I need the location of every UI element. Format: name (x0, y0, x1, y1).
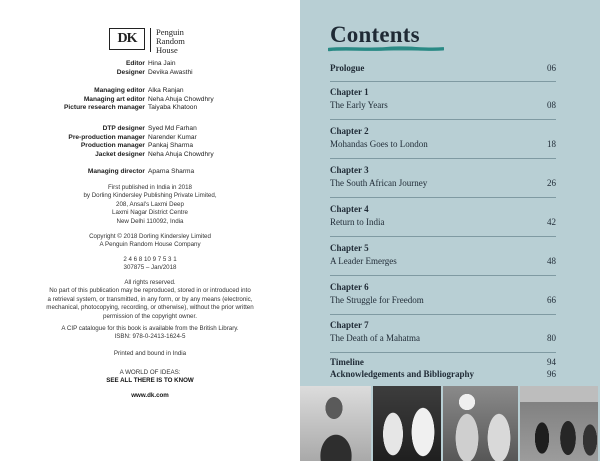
credit-row: Managing art editor Neha Ahuja Chowdhry (83, 95, 214, 103)
rights-notice: All rights reserved. No part of this publication may be reproduced, stored in or introduced into a retrieval system, or transmitted, in any form, or by any means (electronic, mechanical, photocopying, recording, or otherwise), without the prior written permission of the copyright owner. (46, 279, 254, 320)
logo-divider (150, 28, 151, 52)
website-link[interactable]: www.dk.com (131, 392, 169, 399)
dk-tagline: A WORLD OF IDEAS: SEE ALL THERE IS TO KNOW (106, 369, 194, 385)
toc-chapter-label: Chapter 4 (330, 204, 369, 214)
credit-row: DTP designer Syed Md Farhan (102, 125, 197, 132)
toc-page-number: 18 (547, 139, 556, 149)
credits-management (0, 87, 300, 113)
catalogue-info: A CIP catalogue for this book is available from the British Library. ISBN: 978-0-2413-1624-5 (61, 325, 239, 341)
toc-page-number: 94 (547, 357, 556, 367)
credit-row: Managing director Aparna Sharma (87, 168, 195, 175)
toc-divider (330, 236, 556, 237)
publication-info: First published in India in 2018 by Dorling Kindersley Publishing Private Limited, 208, Ansal's Laxmi Deep Laxmi Nagar District Centre New Delhi 110092, India (83, 184, 217, 225)
copyright-notice: Copyright © 2018 Dorling Kindersley Limited A Penguin Random House Company (89, 233, 211, 249)
attorney-office-photo (520, 386, 598, 461)
toc-entry-title: A Leader Emerges (330, 256, 397, 266)
toc-page-number: 66 (547, 295, 556, 305)
contents-title: Contents (330, 22, 420, 47)
toc-divider (330, 119, 556, 120)
boy-in-cap-photo (300, 386, 371, 461)
printed-info: Printed and bound in India (113, 350, 187, 357)
toc-entry-title: The South African Journey (330, 178, 428, 188)
toc-chapter-label: Chapter 6 (330, 282, 369, 292)
credit-row: Picture research manager Taiyaba Khatoon (64, 104, 198, 112)
print-codes: 2 4 6 8 10 9 7 5 3 1 307875 – Jan/2018 (123, 256, 177, 272)
toc-chapter-label: Chapter 2 (330, 126, 369, 136)
toc-entry-title: Timeline (330, 357, 364, 367)
credits-production (0, 125, 300, 159)
toc-entry-prologue[interactable] (330, 63, 556, 74)
toc-entry-title: The Death of a Mahatma (330, 333, 420, 343)
credit-row: Pre-production manager Narender Kumar (68, 133, 197, 141)
toc-entry-title: Acknowledgements and Bibliography (330, 369, 475, 379)
dk-logo-icon: DK (109, 28, 145, 50)
toc-entry-chapter-2[interactable] (330, 126, 556, 150)
toc-entry-chapter-1[interactable] (330, 87, 556, 111)
toc-entry-title: The Struggle for Freedom (330, 295, 424, 305)
credits-editorial (0, 60, 300, 77)
credit-row: Managing editor Alka Ranjan (94, 87, 184, 94)
toc-divider (330, 197, 556, 198)
toc-entry-chapter-6[interactable] (330, 282, 556, 306)
toc-divider (330, 81, 556, 82)
toc-chapter-label: Chapter 7 (330, 320, 369, 330)
toc-page-number: 96 (547, 369, 556, 379)
publisher-logo (109, 28, 185, 55)
toc-entry-acknowledgements[interactable] (330, 369, 556, 380)
toc-chapter-label: Chapter 5 (330, 243, 369, 253)
toc-page-number: 26 (547, 178, 556, 188)
toc-entry-chapter-4[interactable] (330, 204, 556, 228)
credit-row: Production manager Pankaj Sharma (80, 142, 194, 150)
historical-photo-strip (300, 386, 600, 461)
toc-entry-chapter-3[interactable] (330, 165, 556, 189)
brush-stroke-divider (328, 46, 444, 52)
men-in-turbans-photo (443, 386, 517, 461)
credits-director (0, 168, 300, 177)
brush-stroke-accent (334, 50, 436, 51)
toc-divider (330, 158, 556, 159)
women-in-saris-photo (373, 386, 442, 461)
toc-entry-title: Mohandas Goes to London (330, 139, 428, 149)
toc-entry-title: Prologue (330, 63, 365, 73)
toc-divider (330, 352, 556, 353)
toc-entry-title: The Early Years (330, 100, 388, 110)
toc-entry-timeline[interactable] (330, 357, 556, 368)
toc-page-number: 08 (547, 100, 556, 110)
publisher-name: Penguin Random House (156, 27, 185, 55)
contents-page (300, 0, 600, 461)
toc-page-number: 48 (547, 256, 556, 266)
toc-divider (330, 275, 556, 276)
toc-page-number: 80 (547, 333, 556, 343)
toc-page-number: 42 (547, 217, 556, 227)
toc-chapter-label: Chapter 3 (330, 165, 369, 175)
toc-chapter-label: Chapter 1 (330, 87, 369, 97)
toc-page-number: 06 (547, 63, 556, 73)
toc-divider (330, 314, 556, 315)
toc-entry-chapter-5[interactable] (330, 243, 556, 267)
toc-entry-title: Return to India (330, 217, 385, 227)
credit-row: Editor Hina Jain (125, 60, 176, 67)
credit-row: Jacket designer Neha Ahuja Chowdhry (95, 150, 214, 158)
credit-row: Designer Devika Awasthi (116, 68, 193, 76)
toc-entry-chapter-7[interactable] (330, 320, 556, 344)
